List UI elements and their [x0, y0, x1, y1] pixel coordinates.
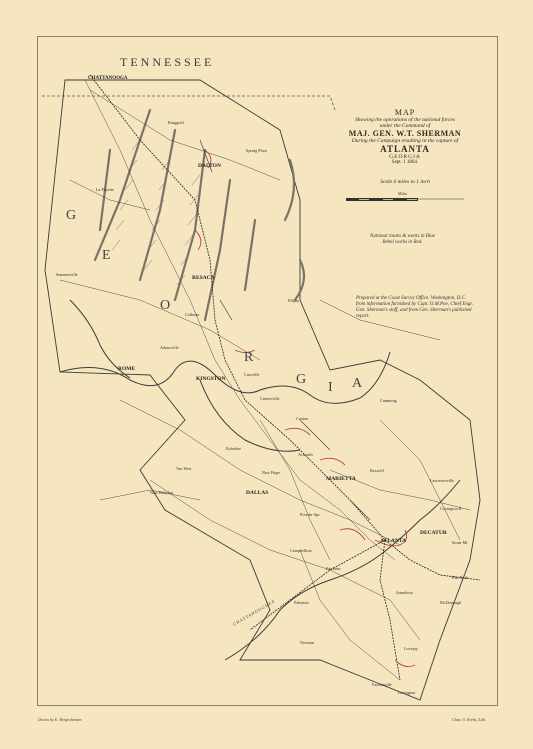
title-state: GEORGIA: [389, 154, 421, 160]
legend-line2: Rebel works in Red.: [382, 240, 423, 245]
town-mcdonough: McDonough: [440, 600, 462, 605]
state-label-tennessee: TENNESSEE: [120, 55, 215, 69]
town-vanwert: Van Wert: [176, 466, 192, 471]
town-covington-road: Covington R.: [440, 506, 463, 511]
town-lexington: Lexington: [398, 690, 416, 695]
town-cassville: Cassville: [244, 372, 260, 377]
note-line1: Prepared at the Coast Survey Office, Washington, D.C.: [356, 296, 467, 301]
town-euharlee: Euharlee: [226, 446, 241, 451]
footer-lithographer: Chas. G. Krebs, Lith.: [452, 717, 486, 722]
town-fayetteville: Fayetteville: [372, 682, 392, 687]
title-block: [330, 108, 480, 185]
town-fairburn: Fairburn: [326, 566, 341, 571]
state-letter-e: E: [102, 248, 113, 263]
town-campbellton: Campbellton: [290, 548, 312, 553]
title-scale: Scale 6 miles to 1 inch: [380, 179, 430, 185]
town-kingston: KINGSTON: [196, 376, 226, 382]
town-marietta: MARIETTA: [326, 476, 356, 482]
title-city: ATLANTA: [380, 144, 430, 154]
source-note: [356, 296, 473, 320]
title-line3: During the Campaign resulting in the capture of: [351, 138, 459, 144]
note-line2: from information furnished by Capt. O.M.Poe, Chief Engr.: [356, 302, 474, 307]
state-letter-g: G: [66, 208, 79, 223]
state-boundary: [42, 96, 335, 110]
town-decatur: DECATUR: [420, 530, 447, 536]
town-newnan: Newnan: [300, 640, 314, 645]
town-dalton: DALTON: [198, 163, 221, 169]
town-rome: ROME: [118, 366, 136, 372]
town-lafayette: La Fayette: [96, 187, 114, 192]
mountain-ridges: [95, 110, 304, 320]
town-roswell: Roswell: [370, 468, 384, 473]
national-works: [200, 140, 370, 520]
legend-line1: National routes & works in Blue: [370, 234, 435, 239]
town-ringgold: Ringgold: [168, 120, 184, 125]
state-letter-a: A: [352, 376, 365, 391]
town-acworth: Acworth: [298, 452, 313, 457]
title-line1: Showing the operations of the national forces: [354, 117, 455, 123]
town-cumming: Cumming: [380, 398, 397, 403]
note-line3: Gen. Sherman's staff, and from Gen. Sherman's published: [356, 308, 472, 313]
town-cartersville: Cartersville: [260, 396, 280, 401]
state-letter-i: I: [328, 380, 335, 395]
town-powder-springs: Powder Spr.: [300, 512, 321, 517]
town-chattanooga: CHATTANOOGA: [88, 76, 128, 81]
title-line2: under the Command of: [379, 123, 431, 129]
town-flatrock: Flat Rock: [452, 575, 469, 580]
scale-label: Miles: [398, 191, 408, 196]
town-canton: Canton: [296, 416, 309, 421]
town-resaca: RESACA: [192, 275, 215, 281]
town-spring-place: Spring Place: [246, 148, 268, 153]
town-jonesboro: Jonesboro: [396, 590, 413, 595]
footer-drawn-by: Drawn by E. Hergesheimer.: [38, 717, 83, 722]
town-lovejoy: Lovejoy: [404, 646, 418, 651]
state-letter-g2: G: [296, 372, 309, 387]
town-lawrenceville: Lawrenceville: [430, 478, 454, 483]
title-map: MAP: [394, 108, 416, 117]
town-dallas: DALLAS: [246, 490, 269, 496]
town-newbabylon: New Babylon: [150, 490, 174, 495]
state-letter-r: R: [244, 350, 256, 365]
town-ellijay: Ellijay: [288, 298, 300, 303]
town-newhope: New Hope: [262, 470, 281, 475]
town-palmetto: Palmetto: [294, 600, 309, 605]
title-date: Sept. 1 1864.: [391, 160, 419, 165]
legend: [370, 234, 435, 246]
town-summerville: Summerville: [56, 272, 78, 277]
town-stone-mountain: Stone Mt: [452, 540, 468, 545]
river-chattahoochee: CHATTAHOOCHEE: [231, 598, 277, 627]
town-adairsville: Adairsville: [160, 345, 179, 350]
title-general: MAJ. GEN. W.T. SHERMAN: [348, 129, 462, 138]
scale-bar: [346, 198, 464, 202]
note-line4: report.: [356, 314, 370, 319]
town-atlanta: ATLANTA: [380, 538, 407, 544]
state-letter-o: O: [160, 298, 173, 313]
town-calhoun: Calhoun: [185, 312, 200, 317]
